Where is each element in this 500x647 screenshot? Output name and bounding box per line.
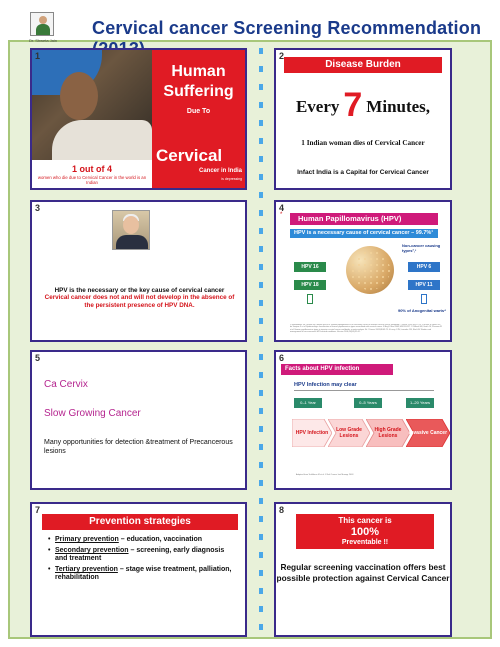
one-out-of-four: 1 out of 4: [72, 164, 112, 174]
timeline-line: [294, 390, 434, 391]
stage-low-grade: Low Grade Lesions: [328, 419, 370, 447]
list-item: • Primary prevention – education, vaccination: [48, 536, 238, 544]
panel-number: 5: [35, 353, 41, 363]
panel-hpv: [274, 200, 452, 342]
disease-burden-title: Disease Burden: [284, 57, 442, 73]
panel-hpv-cause: [30, 200, 247, 342]
year-label: 0–5 Years: [354, 398, 382, 408]
hpv11-box: HPV 11: [408, 280, 440, 290]
suffering-woman-photo: [32, 50, 152, 160]
panel-human-suffering: [30, 48, 247, 190]
panel-ca-cervix: [30, 350, 247, 490]
hpv-cause-text: HPV is the necessary or the key cause of cervical cancer Cervical cancer does not and will not develop in the absence of the persistent presence of HPV DNA.: [44, 287, 235, 309]
preventable-banner: This cancer is 100% Preventable !!: [296, 514, 434, 549]
women-statistic: women who die due to Cervical Cancer in the world is an Indian: [37, 175, 147, 185]
prevention-list: [48, 536, 238, 585]
list-item: • Secondary prevention – screening, early diagnosis and treatment: [48, 547, 238, 563]
doctor-logo-icon: [30, 12, 54, 36]
stage-high-grade: High Grade Lesions: [366, 419, 410, 447]
indian-woman-dies: 1 Indian woman dies of Cervical Cancer: [301, 139, 425, 147]
necessary-cause-bar: HPV is a necessary cause of cervical cancer – 99.7%¹: [290, 229, 438, 238]
stage-invasive-cancer: Invasive Cancer: [406, 419, 450, 447]
hpv18-box: HPV 18: [294, 280, 326, 290]
references-text: 1.Walboomers JM, Jacobs MV, Manos MM et al. Human papillomavirus is a necessary cause of invasive cervical cancer worldwide. J Pathol 1999;189:12-19. 2.Munoz N, Bosch FX, de Sanjose S et al. Epidemiologic classification of human papillomavirus types associated with cervical cancer. N Engl J Med 2003;348:518-527. 3.Clifford GM, Smith JS, Plummer M et al. Human papillomavirus types in invasive cervical cancer worldwide: a meta-analysis. Br J Cancer 2003;88:63-73. 4.Lacey CJN, Lowndes CM, Shah KV. Burden and management of non-cancerous HPV-related conditions. Vaccine 2006;24(S3):35-41.: [290, 324, 442, 334]
screening-message: Regular screening vaccination offers best possible protection against Cervical Cancer: [276, 562, 450, 583]
hpv-title: Human Papillomavirus (HPV): [290, 213, 438, 225]
dotted-divider: [259, 48, 263, 633]
cancer-in-india-label: Cancer in India: [198, 168, 242, 174]
star-mark: *: [280, 212, 283, 218]
panel-preventable: [274, 502, 452, 637]
virus-icon: [346, 246, 394, 294]
panel-number: 6: [279, 353, 285, 363]
opportunities-text: Many opportunities for detection &treatment of Precancerous lesions: [44, 439, 233, 455]
red-title-block: [152, 50, 245, 188]
panel-hpv-facts: [274, 350, 452, 490]
page-title: Cervical cancer Screening Recommendation: [92, 18, 482, 38]
panel-number: 8: [279, 505, 285, 515]
source-note: Adapted from Schiffman M et al. J Natl Cancer Inst Monogr 2003: [296, 474, 354, 476]
list-item: • Tertiary prevention – stage wise treatment, palliation, rehabilitation: [48, 566, 238, 582]
panel-disease-burden: [274, 48, 452, 190]
non-cancer-label: Non-cancer causing types²,³: [402, 243, 441, 253]
seven-number: 7: [343, 86, 363, 124]
may-clear-label: HPV Infection may clear: [294, 382, 357, 388]
stage-hpv-infection: HPV Infection: [292, 419, 332, 447]
hpv6-box: HPV 6: [408, 262, 440, 272]
scientist-portrait: [112, 210, 150, 250]
india-capital-text: Infact India is a Capital for Cervical Cancer: [297, 169, 429, 176]
slow-growing-heading: Slow Growing Cancer: [44, 408, 141, 419]
warts-label: 90% of Anogenital warts⁴: [397, 308, 447, 313]
depressing-label: is depressing: [221, 177, 242, 181]
year-label: 1–20 Years: [406, 398, 434, 408]
panel-number: 7: [35, 505, 41, 515]
cervical-heading: Cervical: [156, 146, 223, 165]
panel-prevention: [30, 502, 247, 637]
year-label: 0–1 Year: [294, 398, 322, 408]
panel-number: 3: [35, 203, 41, 213]
logo-caption: Dr. Shweta Jain: [28, 38, 57, 43]
panel-number: 2: [279, 51, 285, 61]
panel-number: 4: [279, 203, 285, 213]
down-arrow-icon: [421, 294, 427, 304]
every-seven-minutes: Every 7 Minutes,: [295, 86, 431, 124]
down-arrow-icon: [307, 294, 313, 304]
prevention-title: Prevention strategies: [42, 514, 238, 530]
panel-number: 1: [35, 51, 41, 61]
facts-title: Facts about HPV infection: [281, 364, 393, 375]
ca-cervix-heading: Ca Cervix: [44, 379, 88, 390]
hpv16-box: HPV 16: [294, 262, 326, 272]
header: [8, 8, 492, 42]
due-to-label: Due To: [186, 108, 211, 115]
human-suffering-heading: Human Suffering: [163, 63, 234, 100]
